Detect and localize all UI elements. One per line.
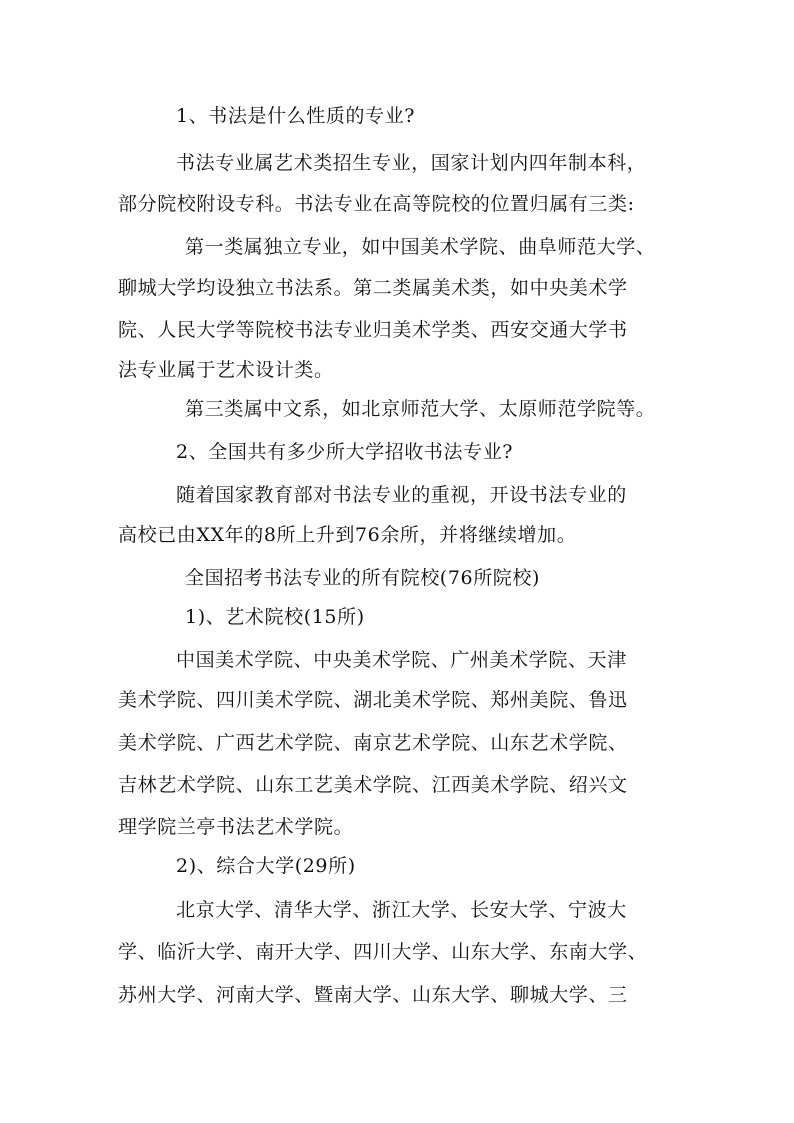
paragraph-line: 美术学院、四川美术学院、湖北美术学院、郑州美院、鲁迅	[118, 689, 628, 711]
paragraph-line: 随着国家教育部对书法专业的重视，开设书法专业的	[176, 484, 627, 506]
paragraph-line: 高校已由XX年的8所上升到76余所，并将继续增加。	[118, 524, 577, 546]
paragraph-line: 美术学院、广西艺术学院、南京艺术学院、山东艺术学院、	[118, 732, 628, 754]
paragraph-line: 中国美术学院、中央美术学院、广州美术学院、天津	[176, 649, 627, 671]
paragraph-line: 聊城大学均设独立书法系。第二类属美术类，如中央美术学	[118, 277, 628, 299]
paragraph-line: 法专业属于艺术设计类。	[118, 359, 334, 381]
subsection-heading-art-schools: 1)、艺术院校(15所)	[185, 606, 365, 628]
question-1-heading: 1、书法是什么性质的专业?	[176, 105, 416, 127]
paragraph-line: 第一类属独立专业，如中国美术学院、曲阜师范大学、	[185, 236, 656, 258]
paragraph-line: 学、临沂大学、南开大学、四川大学、山东大学、东南大学、	[118, 941, 648, 963]
paragraph-line: 部分院校附设专科。书法专业在高等院校的位置归属有三类:	[118, 193, 635, 215]
subsection-heading-universities: 2)、综合大学(29所)	[176, 855, 356, 877]
section-heading: 全国招考书法专业的所有院校(76所院校)	[185, 567, 541, 589]
paragraph-line: 理学院兰亭书法艺术学院。	[118, 816, 354, 838]
paragraph-line: 书法专业属艺术类招生专业，国家计划内四年制本科，	[176, 152, 647, 174]
paragraph-line: 院、人民大学等院校书法专业归美术学类、西安交通大学书	[118, 319, 628, 341]
paragraph-line: 吉林艺术学院、山东工艺美术学院、江西美术学院、绍兴文	[118, 774, 628, 796]
paragraph-line: 第三类属中文系，如北京师范大学、太原师范学院等。	[185, 398, 656, 420]
question-2-heading: 2、全国共有多少所大学招收书法专业?	[176, 441, 514, 463]
paragraph-line: 北京大学、清华大学、浙江大学、长安大学、宁波大	[176, 899, 627, 921]
paragraph-line: 苏州大学、河南大学、暨南大学、山东大学、聊城大学、三	[118, 984, 628, 1006]
